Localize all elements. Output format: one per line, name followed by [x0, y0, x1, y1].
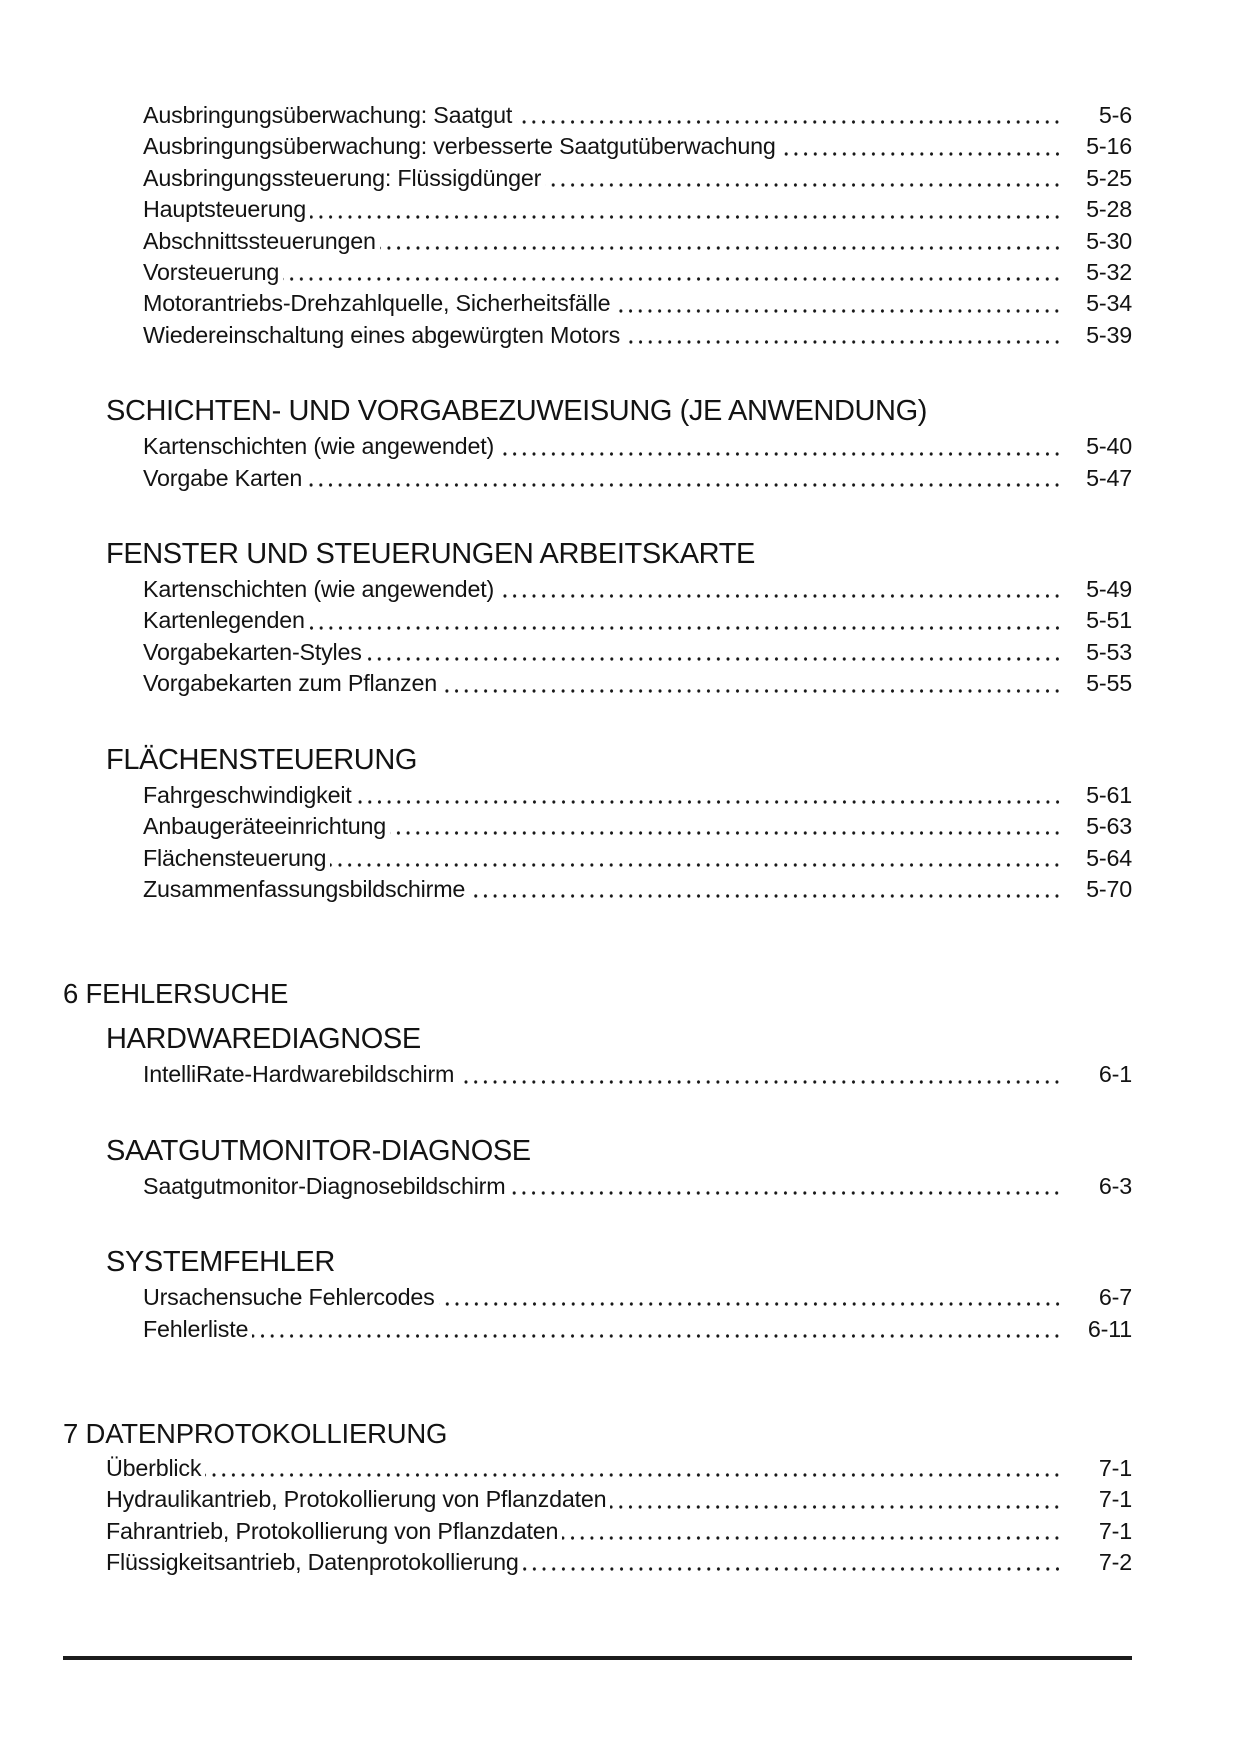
toc-entry[interactable]: [63, 163, 1132, 194]
toc-entry[interactable]: [63, 226, 1132, 257]
toc-entry-label: Vorgabe Karten: [143, 464, 303, 491]
toc-entry-page: 5-63: [1086, 813, 1132, 840]
toc-section-fenster: [63, 536, 1132, 700]
dot-leader: [624, 320, 1064, 351]
dot-leader: [366, 637, 1064, 668]
dot-leader: [205, 1453, 1064, 1484]
toc-entry-page: 6-3: [1098, 1172, 1132, 1199]
dot-leader: [356, 780, 1064, 811]
toc-entry-page: 6-7: [1098, 1284, 1132, 1311]
chapter5-continued-entries: [63, 100, 1132, 351]
toc-entry-label: Hauptsteuerung: [143, 196, 306, 223]
toc-entry-page: 7-2: [1098, 1549, 1132, 1576]
toc-entry[interactable]: [63, 288, 1132, 319]
section-heading: FLÄCHENSTEUERUNG: [106, 743, 418, 776]
section-heading: SAATGUTMONITOR-DIAGNOSE: [106, 1134, 531, 1167]
toc-entry-label: Ausbringungsüberwachung: Saatgut: [143, 102, 513, 128]
toc-entry-label: Kartenschichten (wie angewendet): [143, 576, 495, 603]
toc-entry[interactable]: [63, 811, 1132, 842]
toc-entry[interactable]: [63, 605, 1132, 636]
toc-entry[interactable]: [63, 637, 1132, 668]
dot-leader: [458, 1059, 1064, 1090]
toc-entry-page: 5-61: [1086, 781, 1132, 808]
toc-entry-label: Fehlerliste: [143, 1315, 249, 1342]
toc-entry-label: Anbaugeräteeinrichtung: [143, 813, 386, 840]
dot-leader: [439, 1282, 1064, 1313]
dot-leader: [252, 1314, 1064, 1345]
toc-entry-page: 6-11: [1087, 1315, 1132, 1342]
dot-leader: [283, 257, 1064, 288]
toc-entry[interactable]: [63, 1547, 1132, 1578]
toc-chapter-7: [63, 1417, 1132, 1579]
toc-entry[interactable]: [63, 668, 1132, 699]
toc-chapter-6: [63, 977, 1132, 1345]
dot-leader: [469, 874, 1064, 905]
dot-leader: [498, 574, 1064, 605]
section-heading: FENSTER UND STEUERUNGEN ARBEITSKARTE: [106, 538, 755, 571]
toc-entry-page: 5-39: [1086, 321, 1132, 348]
toc-entry-label: Ausbringungssteuerung: Flüssigdünger: [143, 164, 542, 191]
toc-entry[interactable]: [63, 1171, 1132, 1202]
dot-leader: [380, 226, 1064, 257]
toc-entry[interactable]: [63, 1059, 1132, 1090]
dot-leader: [614, 288, 1064, 319]
dot-leader: [498, 431, 1064, 462]
toc-entry-page: 5-49: [1086, 576, 1132, 603]
toc-entry-label: Vorsteuerung: [143, 259, 280, 286]
toc-entry-page: 5-55: [1086, 670, 1132, 697]
toc-entry[interactable]: [63, 843, 1132, 874]
toc-entry[interactable]: [63, 1314, 1132, 1345]
toc-entry-label: Hydraulikantrieb, Protokollierung von Pflanzdaten: [106, 1486, 607, 1513]
footer-rule: [63, 1656, 1132, 1660]
toc-entry-label: IntelliRate-Hardwarebildschirm: [143, 1061, 455, 1088]
toc-entry-label: Vorgabekarten zum Pflanzen: [143, 670, 437, 697]
toc-entry[interactable]: [63, 574, 1132, 605]
section-heading: SCHICHTEN- UND VORGABEZUWEISUNG (JE ANWENDUNG): [106, 395, 928, 428]
toc-entry[interactable]: [63, 1484, 1132, 1515]
section-heading: HARDWAREDIAGNOSE: [106, 1023, 421, 1056]
dot-leader: [441, 668, 1064, 699]
toc-section-hardwarediagnose: [63, 1021, 1132, 1090]
toc-entry[interactable]: [63, 463, 1132, 494]
dot-leader: [562, 1516, 1064, 1547]
toc-entry-page: 5-64: [1086, 844, 1132, 871]
toc-entry-page: 5-53: [1086, 638, 1132, 665]
toc-entry-page: 5-40: [1086, 433, 1132, 460]
chapter-heading: 7 DATENPROTOKOLLIERUNG: [63, 1417, 448, 1449]
toc-entry-page: 7-1: [1098, 1517, 1132, 1544]
toc-entry-label: Flächensteuerung: [143, 844, 327, 871]
toc-entry-page: 5-28: [1086, 196, 1132, 223]
toc-entry-label: Abschnittssteuerungen: [143, 227, 376, 254]
toc-entry-label: Saatgutmonitor-Diagnosebildschirm: [143, 1172, 506, 1199]
toc-entry-label: Ursachensuche Fehlercodes: [143, 1284, 435, 1311]
toc-section-flaechen: [63, 742, 1132, 906]
toc-entry[interactable]: [63, 1282, 1132, 1313]
toc-entry[interactable]: [63, 1516, 1132, 1547]
toc-entry-page: 5-70: [1086, 875, 1132, 902]
toc-entry-page: 5-30: [1086, 227, 1132, 254]
toc-content: [63, 100, 1132, 1579]
toc-entry-page: 6-1: [1098, 1061, 1132, 1088]
toc-entry[interactable]: [63, 320, 1132, 351]
toc-entry-label: Ausbringungsüberwachung: verbesserte Saatgutüberwachung: [143, 133, 776, 160]
dot-leader: [516, 100, 1064, 131]
toc-entry-page: 5-32: [1086, 259, 1132, 286]
toc-entry-label: Zusammenfassungsbildschirme: [143, 875, 466, 902]
toc-entry[interactable]: [63, 1453, 1132, 1484]
toc-entry-label: Kartenschichten (wie angewendet): [143, 433, 495, 460]
dot-leader: [390, 811, 1064, 842]
toc-section-systemfehler: [63, 1244, 1132, 1345]
toc-entry-page: 5-34: [1086, 290, 1132, 317]
dot-leader: [523, 1547, 1064, 1578]
toc-entry-label: Fahrantrieb, Protokollierung von Pflanzdaten: [106, 1517, 559, 1544]
toc-entry-label: Fahrgeschwindigkeit: [143, 781, 352, 808]
toc-entry-page: 5-25: [1086, 164, 1132, 191]
toc-entry-page: 5-16: [1086, 133, 1132, 160]
toc-entry-page: 7-1: [1098, 1486, 1132, 1513]
section-heading: SYSTEMFEHLER: [106, 1246, 335, 1279]
toc-entry[interactable]: [63, 257, 1132, 288]
toc-entry[interactable]: [63, 780, 1132, 811]
toc-entry-label: Flüssigkeitsantrieb, Datenprotokollierung: [106, 1549, 519, 1576]
toc-section-saatgutmonitor: [63, 1133, 1132, 1202]
toc-entry[interactable]: [63, 874, 1132, 905]
dot-leader: [610, 1484, 1064, 1515]
toc-entry-label: Vorgabekarten-Styles: [143, 638, 362, 665]
toc-entry-label: Motorantriebs-Drehzahlquelle, Sicherheitsfälle: [143, 290, 611, 317]
dot-leader: [306, 463, 1064, 494]
dot-leader: [309, 605, 1064, 636]
toc-entry[interactable]: [63, 131, 1132, 162]
toc-entry-page: 5-6: [1098, 102, 1132, 128]
toc-entry[interactable]: [63, 100, 1132, 131]
toc-entry-page: 5-51: [1086, 607, 1132, 634]
toc-entry-label: Überblick: [106, 1454, 202, 1481]
dot-leader: [509, 1171, 1064, 1202]
toc-entry-page: 7-1: [1098, 1454, 1132, 1481]
dot-leader: [330, 843, 1064, 874]
dot-leader: [780, 131, 1064, 162]
dot-leader: [310, 194, 1064, 225]
toc-entry-page: 5-47: [1086, 464, 1132, 491]
toc-entry[interactable]: [63, 194, 1132, 225]
toc-entry[interactable]: [63, 431, 1132, 462]
toc-entry-label: Wiedereinschaltung eines abgewürgten Motors: [143, 321, 621, 348]
toc-section-schichten: [63, 393, 1132, 494]
dot-leader: [545, 163, 1064, 194]
toc-entry-label: Kartenlegenden: [143, 607, 305, 634]
chapter-heading: 6 FEHLERSUCHE: [63, 978, 289, 1010]
